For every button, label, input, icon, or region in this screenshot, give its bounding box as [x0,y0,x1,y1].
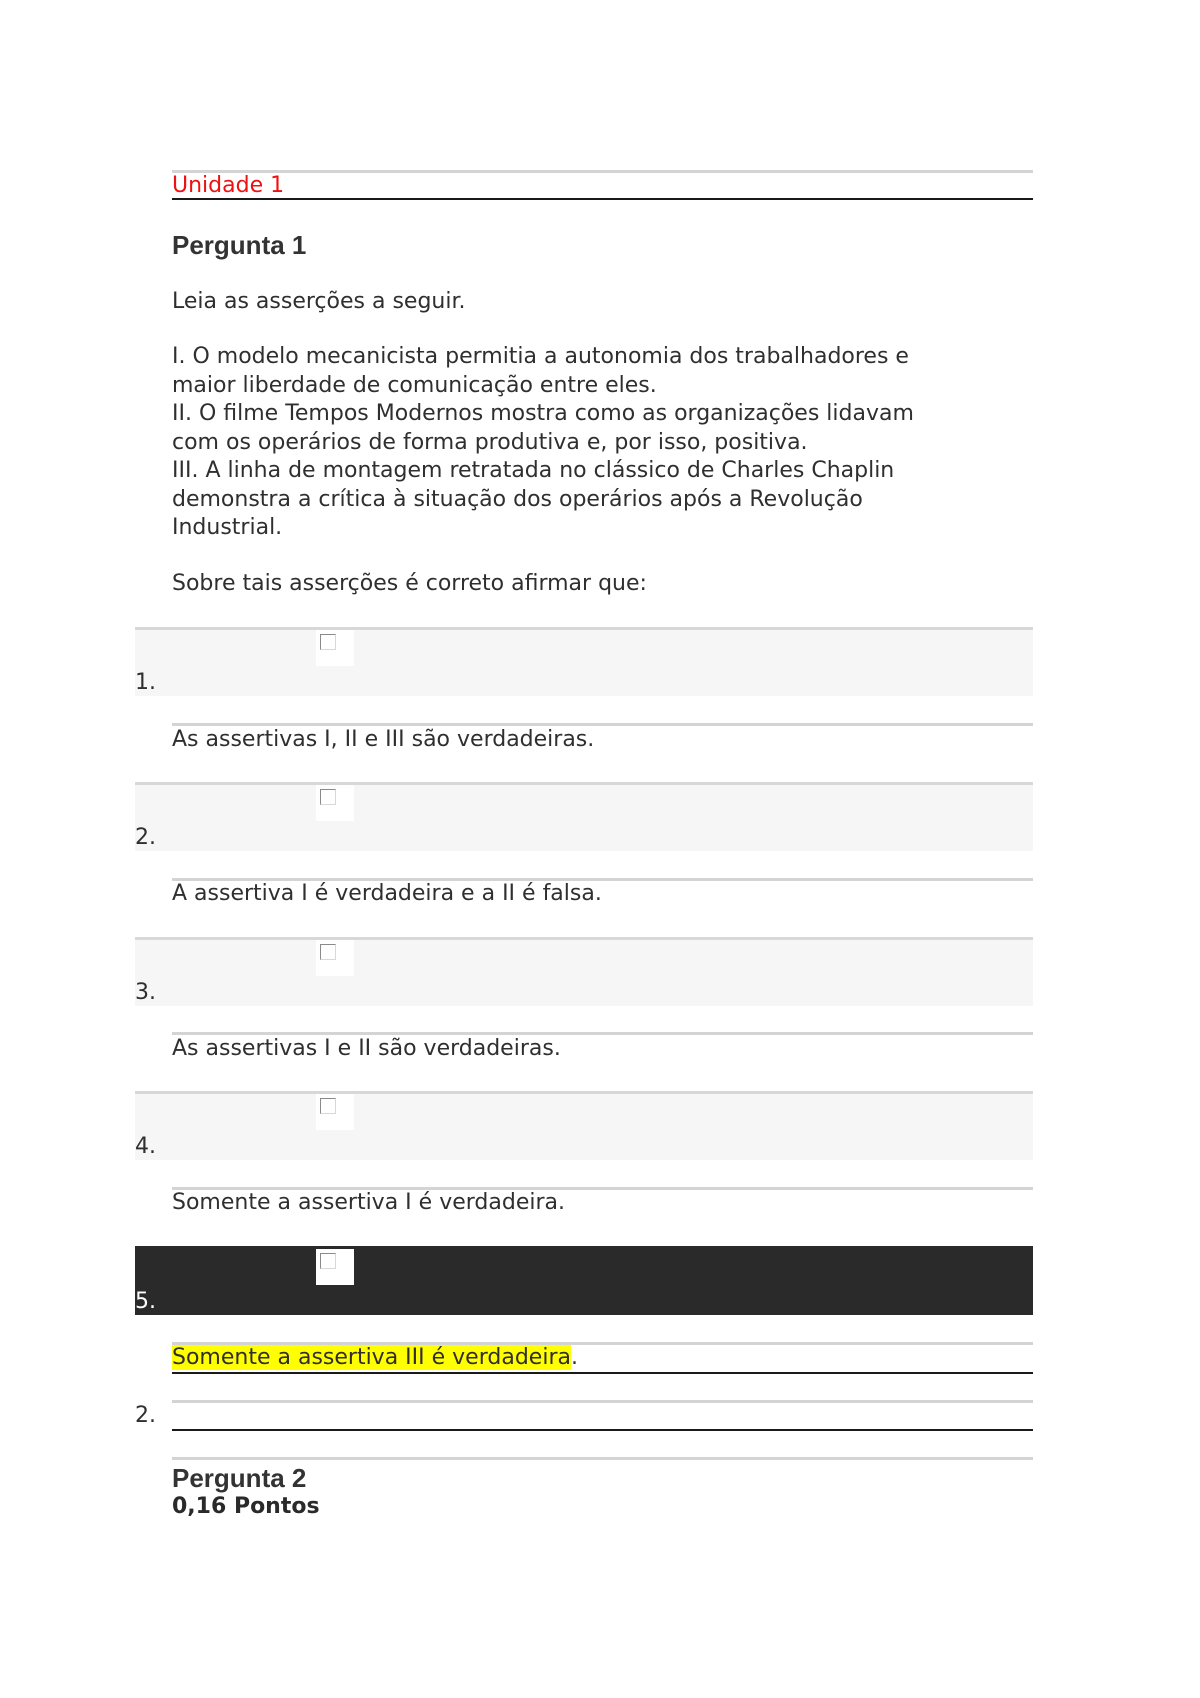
option-3-number: 3. [135,980,156,1005]
blank-answer-line [172,1429,1033,1431]
option-5-row-selected[interactable] [135,1246,1033,1315]
option-3-text[interactable]: As assertivas I e II são verdadeiras. [172,1036,561,1061]
option-2-number: 2. [135,825,156,850]
assertion-line: demonstra a crítica à situação dos operários após a Revolução [172,486,863,512]
list-marker-2: 2. [135,1403,156,1428]
option-3-rule [172,1032,1033,1035]
option-3-checkbox-holder [316,940,354,976]
option-2-row[interactable] [135,782,1033,851]
option-5-checkbox[interactable] [320,1253,336,1269]
option-5-underline [172,1372,1033,1374]
option-5-checkbox-holder [316,1249,354,1285]
option-2-checkbox-holder [316,785,354,821]
assertion-line: III. A linha de montagem retratada no clássico de Charles Chaplin [172,458,895,483]
assertion-line: com os operários de forma produtiva e, por isso, positiva. [172,429,808,455]
option-3-row[interactable] [135,937,1033,1006]
option-4-checkbox-holder [316,1094,354,1130]
separator-rule [172,1400,1033,1403]
question-1-prompt: Sobre tais asserções é correto afirmar que: [172,571,647,596]
assertion-line: maior liberdade de comunicação entre eles. [172,372,657,398]
option-4-number: 4. [135,1134,156,1159]
question-1-assertions [172,343,1042,543]
option-4-checkbox[interactable] [320,1098,336,1114]
option-1-checkbox[interactable] [320,634,336,650]
assertion-line: Industrial. [172,515,283,540]
section-underline [172,198,1033,200]
option-5-text-suffix: . [570,1345,578,1370]
option-4-text[interactable]: Somente a assertiva I é verdadeira. [172,1190,565,1215]
option-2-checkbox[interactable] [320,789,336,805]
option-5-highlighted-text: Somente a assertiva III é verdadeira [172,1345,571,1370]
option-1-checkbox-holder [316,630,354,666]
option-3-checkbox[interactable] [320,944,336,960]
question-1-intro: Leia as asserções a seguir. [172,289,466,314]
question-1-heading: Pergunta 1 [172,230,307,260]
assertion-line: II. O filme Tempos Modernos mostra como as organizações lidavam [172,401,914,426]
question-2-rule [172,1457,1033,1460]
option-4-row[interactable] [135,1091,1033,1160]
option-5-number: 5. [135,1289,156,1314]
top-rule [172,170,1033,173]
option-1-rule [172,723,1033,726]
assertion-line: I. O modelo mecanicista permitia a autonomia dos trabalhadores e [172,344,909,369]
option-5-text[interactable] [172,1345,578,1370]
option-1-text[interactable]: As assertivas I, II e III são verdadeiras. [172,727,595,752]
question-2-heading: Pergunta 2 [172,1463,307,1493]
option-2-text[interactable]: A assertiva I é verdadeira e a II é falsa. [172,881,602,906]
option-1-number: 1. [135,670,156,695]
option-1-row[interactable] [135,627,1033,696]
section-title: Unidade 1 [172,173,285,198]
question-2-points: 0,16 Pontos [172,1494,320,1519]
